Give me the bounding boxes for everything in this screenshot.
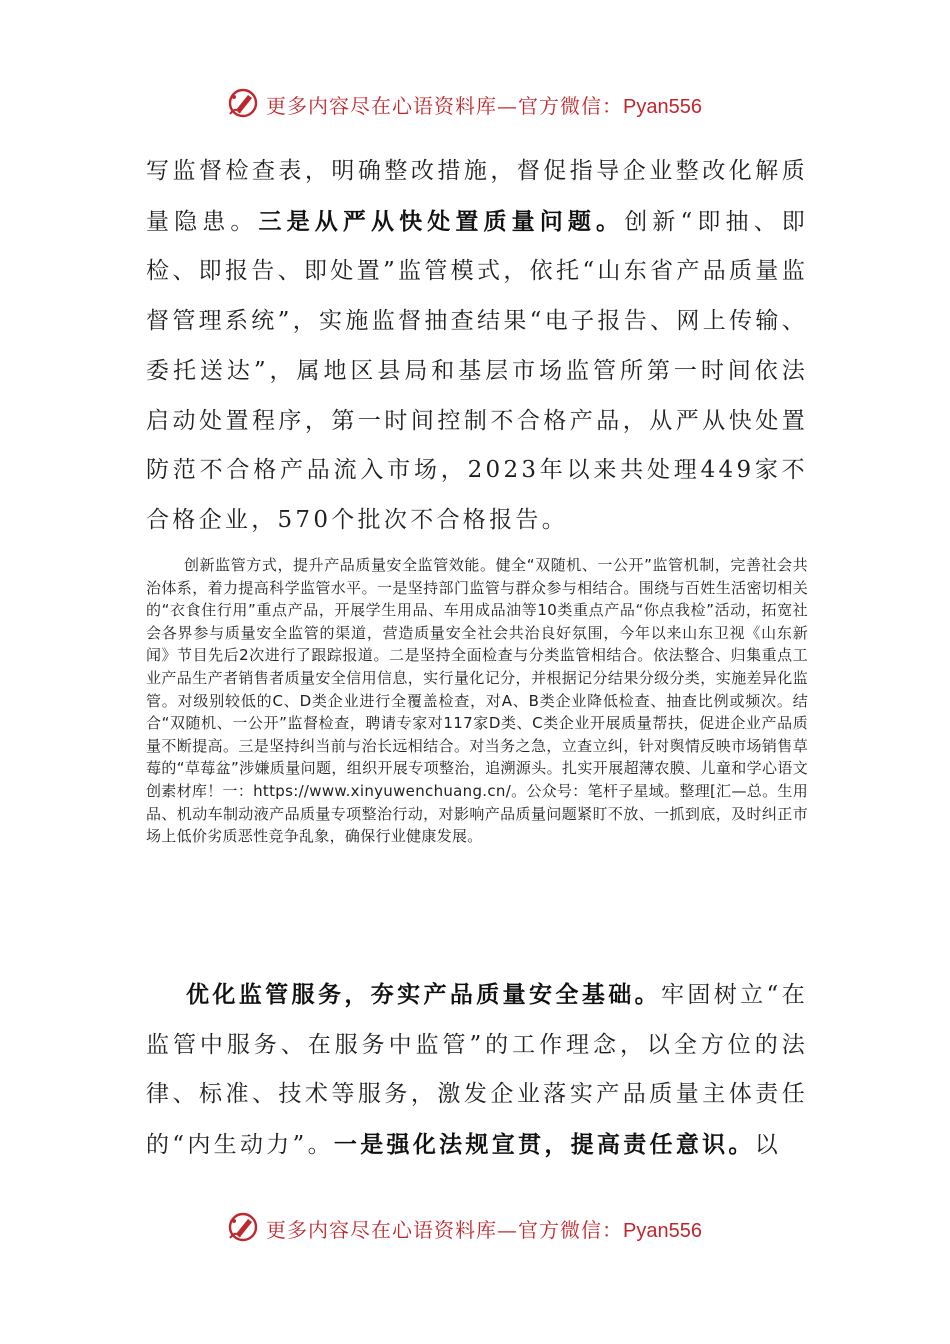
- pen-logo-icon: [226, 1210, 260, 1244]
- footer-wechat-id: Pyan556: [623, 1220, 702, 1242]
- footer-banner-label: 更多内容尽在心语资料库—官方微信：: [266, 1218, 623, 1242]
- paragraph-3-bold-a: 优化监管服务，夯实产品质量安全基础。: [186, 981, 661, 1008]
- banner-text: [266, 90, 702, 119]
- paragraph-1-text-a: 写监督检查表，明确整改措施，督促指导企业整改化解质量隐患。: [146, 158, 808, 235]
- paragraph-3-text-a: 牢固树立“在监管中服务、在服务中监管”的工作理念，以全方位的法律、标准、技术等服务，激发企业落实产品质量主体责任的“内生动力”。: [146, 982, 809, 1159]
- paragraph-3: [146, 970, 808, 1171]
- paragraph-1-text-b: 创新“即抽、即检、即报告、即处置”监管模式，依托“山东省产品质量监督管理系统”，实施监督抽查结果“电子报告、网上传输、委托送达”，属地区县局和基层市场监管所第一时间依法启动处置程序，第一时间控制不合格产品，从严从快处置防范不合格产品流入市场，2023年以来共处理449家不合格企业，570个批次不合格报告。: [146, 208, 809, 533]
- pen-logo-icon: [226, 86, 260, 120]
- paragraph-1: [146, 147, 808, 546]
- paragraph-3-bold-b: 一是强化法规宣贯，提高责任意识。: [333, 1131, 755, 1159]
- footer-banner-text: [266, 1214, 702, 1243]
- paragraph-2: 创新监管方式，提升产品质量安全监管效能。健全“双随机、一公开”监管机制，完善社会共治体系，着力提高科学监管水平。一是坚持部门监管与群众参与相结合。围绕与百姓生活密切相关的“衣食住行用”重点产品，开展学生用品、车用成品油等10类重点产品“你点我检”活动，拓宽社会各界参与质量安全监管的渠道，营造质量安全社会共治良好氛围，今年以来山东卫视《山东新闻》节目先后2次进行了跟踪报道。二是坚持全面检查与分类监管相结合。依法整合、归集重点工业产品生产者销售者质量安全信用信息，实行量化记分，并根据记分结果分级分类，实施差异化监管。对级别较低的C、D类企业进行全覆盖检查，对A、B类企业降低检查、抽查比例或频次。结合“双随机、一公开”监督检查，聘请专家对117家D类、C类企业开展质量帮扶，促进企业产品质量不断提高。三是坚持纠当前与治长远相结合。对当务之急，立查立纠，针对舆情反映市场销售草莓的“草莓盆”涉嫌质量问题，组织开展专项整治，追溯源头。扎实开展超薄农膜、儿童和学心语文创素材库！一：https://www.xinyuwenchuang.cn/。公众号：笔杆子星域。整理[汇—总。生用品、机动车制动液产品质量专项整治行动，对影响产品质量问题紧盯不放、一抓到底，及时纠正市场上低价劣质恶性竞争乱象，确保行业健康发展。: [146, 556, 808, 846]
- banner-label: 更多内容尽在心语资料库—官方微信：: [266, 94, 623, 118]
- paragraph-1-bold-a: 三是从严从快处置质量问题。: [258, 207, 625, 235]
- header-banner: [0, 84, 950, 124]
- paragraph-3-text-b: 以: [754, 1132, 782, 1159]
- wechat-id: Pyan556: [623, 96, 702, 118]
- footer-banner: [0, 1208, 950, 1248]
